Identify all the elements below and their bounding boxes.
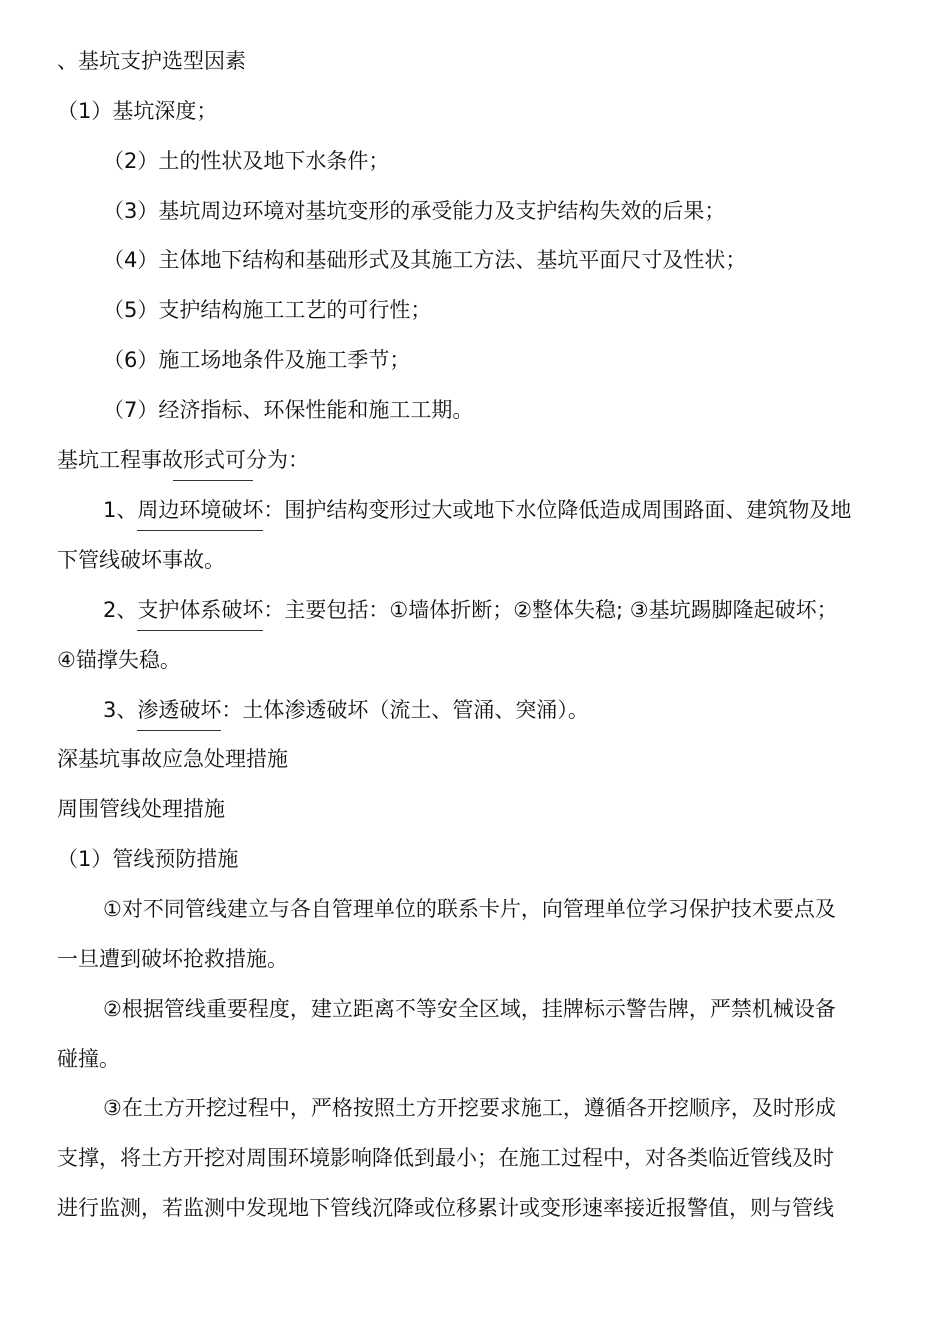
factor-item-6: （6）施工场地条件及施工季节； xyxy=(103,348,411,372)
accident-heading-part-c: 可分为： xyxy=(225,448,309,472)
measure-3-line-3: 进行监测，若监测中发现地下管线沉降或位移累计或变形速率接近报警值，则与管线 xyxy=(57,1196,834,1220)
measure-1-line-2: 一旦遭到破坏抢救措施。 xyxy=(57,947,288,971)
accident-item-1-continuation: 下管线破坏事故。 xyxy=(57,548,225,572)
factor-item-7: （7）经济指标、环保性能和施工工期。 xyxy=(103,398,474,422)
measure-3-line-2: 支撑，将土方开挖对周围环境影响降低到最小；在施工过程中，对各类临近管线及时 xyxy=(57,1146,834,1170)
accident-1-number: 1、 xyxy=(103,498,138,522)
factor-item-3: （3）基坑周边环境对基坑变形的承受能力及支护结构失效的后果； xyxy=(103,199,726,223)
accident-item-3 xyxy=(103,696,589,724)
accident-3-description: ：土体渗透破坏（流土、管涌、突涌）。 xyxy=(221,698,589,722)
accident-3-term: 渗透破坏 xyxy=(137,698,222,722)
accident-item-2-continuation: ④锚撑失稳。 xyxy=(57,648,181,672)
accident-2-description: ：主要包括：①墙体折断；②整体失稳; ③基坑踢脚隆起破坏； xyxy=(263,598,838,622)
accident-2-number: 2、 xyxy=(103,598,138,622)
measure-2-line-1: ②根据管线重要程度，建立距离不等安全区域，挂牌标示警告牌，严禁机械设备 xyxy=(103,997,836,1021)
accident-forms-heading xyxy=(57,446,309,474)
emergency-measures-heading: 深基坑事故应急处理措施 xyxy=(57,747,288,771)
section-title-support-factors: 、基坑支护选型因素 xyxy=(57,49,246,73)
pipeline-measures-heading: 周围管线处理措施 xyxy=(57,797,225,821)
measure-3-line-1: ③在土方开挖过程中，严格按照土方开挖要求施工，遵循各开挖顺序，及时形成 xyxy=(103,1096,836,1120)
accident-1-description: ：围护结构变形过大或地下水位降低造成周围路面、建筑物及地 xyxy=(263,498,852,522)
accident-2-term: 支护体系破坏 xyxy=(137,598,264,622)
accident-1-term: 周边环境破坏 xyxy=(137,498,264,522)
accident-item-2 xyxy=(103,596,838,624)
factor-item-5: （5）支护结构施工工艺的可行性； xyxy=(103,298,432,322)
measure-1-line-1: ①对不同管线建立与各自管理单位的联系卡片，向管理单位学习保护技术要点及 xyxy=(103,897,836,921)
accident-item-1 xyxy=(103,496,851,524)
measure-2-line-2: 碰撞。 xyxy=(57,1047,120,1071)
factor-item-4: （4）主体地下结构和基础形式及其施工方法、基坑平面尺寸及性状； xyxy=(103,248,747,272)
accident-3-number: 3、 xyxy=(103,698,138,722)
pipeline-prevention-subheading: （1）管线预防措施 xyxy=(57,847,239,871)
accident-heading-part-a: 基坑工程 xyxy=(57,448,141,472)
factor-item-2: （2）土的性状及地下水条件； xyxy=(103,149,390,173)
accident-heading-term: 事故形式 xyxy=(141,448,225,472)
factor-item-1: （1）基坑深度； xyxy=(57,99,218,123)
